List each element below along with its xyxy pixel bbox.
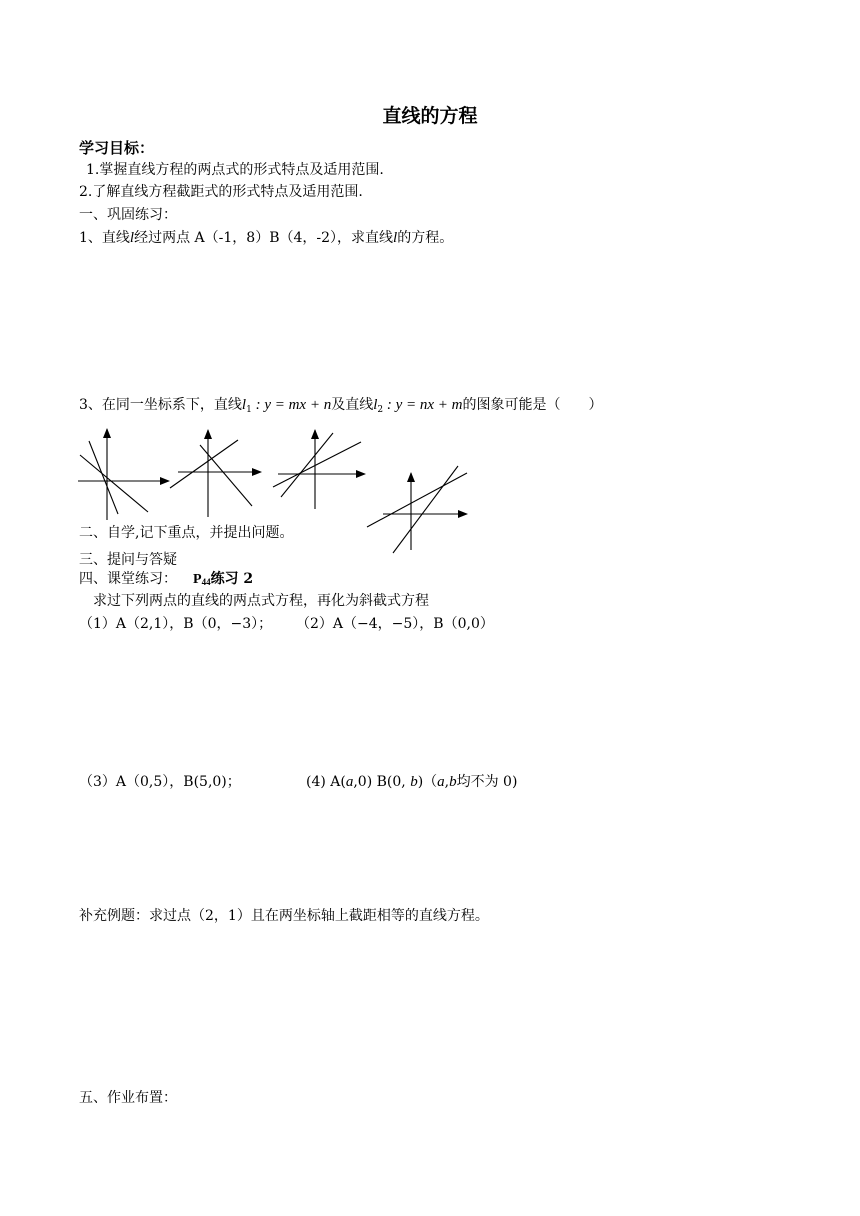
- section-5-heading: 五、作业布置：: [79, 1090, 177, 1106]
- q3-prefix: 3、在同一坐标系下，直线: [79, 397, 242, 413]
- q1-mid: 经过两点 A（-1，8）B（4，-2），求直线: [134, 230, 394, 246]
- section-4-ref-suffix: 练习 2: [210, 571, 254, 587]
- graph-a-line-2: [89, 441, 118, 514]
- q3-eq1-body: : y = mx + n: [251, 397, 332, 413]
- p4-var-a-2: a: [437, 774, 445, 790]
- section-4-title: 四、课堂练习：: [79, 571, 177, 587]
- section-2-heading: 二、自学,记下重点，并提出问题。: [79, 525, 294, 541]
- q3-eq2-sub: 2: [377, 405, 384, 415]
- p4-d: ,: [444, 774, 450, 790]
- section-4-ref-sub: 44: [201, 577, 211, 587]
- objective-2: 2.了解直线方程截距式的形式特点及适用范围.: [79, 184, 363, 200]
- graph-c: [273, 430, 365, 509]
- p4-b: ,0) B(0,: [353, 774, 411, 790]
- section-3-heading: 三、提问与答疑: [79, 552, 177, 568]
- p4-var-b: b: [410, 774, 418, 790]
- p4-c: )（: [417, 774, 438, 790]
- q3-eq1-sub: 1: [246, 405, 252, 415]
- q1-prefix: 1、直线: [79, 230, 130, 246]
- section-4-instruction: 求过下列两点的直线的两点式方程，再化为斜截式方程: [93, 593, 429, 609]
- q1-var-l-2: l: [393, 230, 398, 246]
- graph-d-line-1: [367, 473, 467, 527]
- graph-b-line-1: [170, 440, 238, 488]
- graph-d: [367, 466, 467, 553]
- graph-c-line-1: [273, 442, 361, 487]
- problem-1: （1）A（2,1），B（0，−3）；: [79, 616, 273, 632]
- graph-d-line-2: [393, 466, 458, 553]
- p4-var-a: a: [345, 774, 354, 790]
- section-4-heading: [79, 570, 253, 591]
- p4-var-b-2: b: [449, 774, 457, 790]
- q3-eq2-body: : y = nx + m: [383, 397, 463, 413]
- q3-eq2-l: l: [373, 397, 378, 413]
- q3-mid: 及直线: [331, 397, 374, 413]
- q1-suffix: 的方程。: [397, 230, 454, 246]
- p4-e: 均不为 0): [456, 774, 518, 790]
- q3-eq1-l: l: [241, 397, 247, 413]
- q1-var-l: l: [129, 230, 135, 246]
- objectives-heading: 学习目标：: [79, 139, 155, 157]
- section-1-heading: 一、巩固练习：: [79, 207, 177, 223]
- graph-a: [78, 429, 169, 520]
- page-title: 直线的方程: [382, 105, 478, 127]
- problem-4: [306, 773, 517, 791]
- problem-3: （3）A（0,5），B(5,0)；: [79, 774, 241, 790]
- problem-2: （2）A（−4，−5），B（0,0）: [296, 616, 494, 632]
- section-4-ref: P: [193, 572, 202, 587]
- q3-suffix: 的图象可能是（ ）: [462, 397, 603, 413]
- objective-1: 1.掌握直线方程的两点式的形式特点及适用范围.: [86, 162, 384, 178]
- graph-c-line-2: [281, 433, 333, 497]
- supplement-example: 补充例题：求过点（2，1）且在两坐标轴上截距相等的直线方程。: [79, 908, 489, 924]
- p4-a: (4) A(: [306, 774, 346, 790]
- graph-b: [170, 430, 261, 517]
